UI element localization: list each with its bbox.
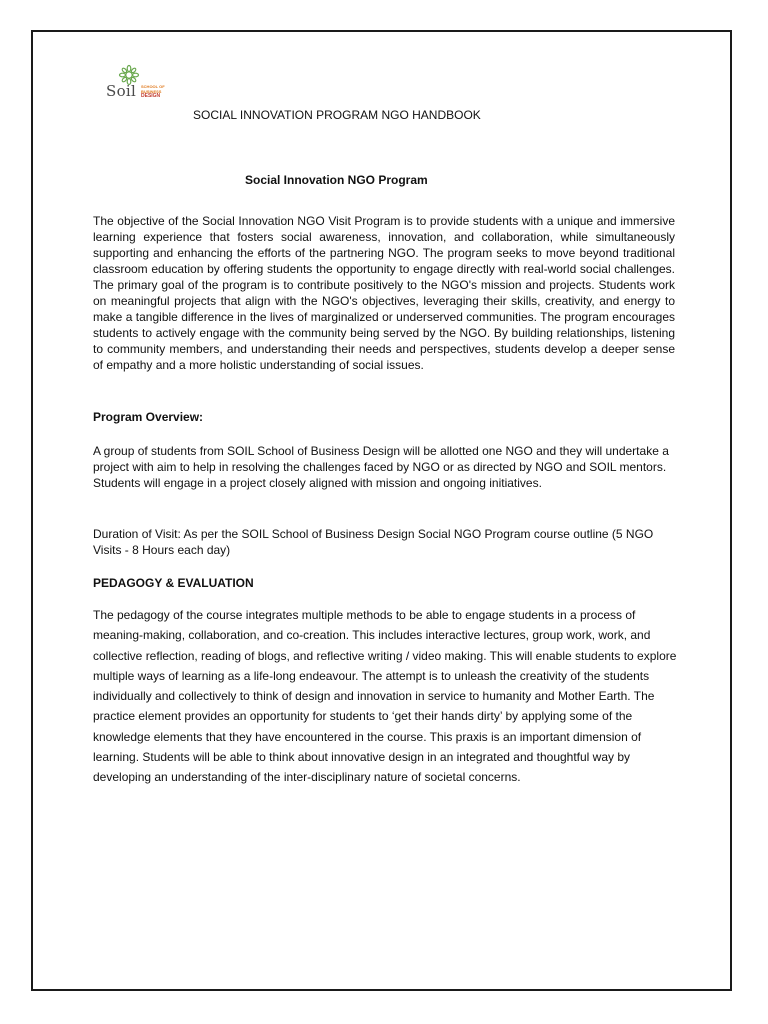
logo-wordmark: Soil: [106, 82, 137, 100]
document-title: Social Innovation NGO Program: [245, 173, 428, 187]
pedagogy-heading: PEDAGOGY & EVALUATION: [93, 576, 254, 590]
intro-paragraph: The objective of the Social Innovation NGO Visit Program is to provide students with a unique and immersive learning experience that fosters social awareness, innovation, and collaboration, while simultaneously supporting and enhancing the efforts of the partnering NGO. The program seeks to move beyond traditional classroom education by offering students the opportunity to engage directly with real-world social challenges. The primary goal of the program is to contribute positively to the NGO's mission and projects. Students work on meaningful projects that align with the NGO's objectives, leveraging their skills, creativity, and energy to make a tangible difference in the lives of marginalized or underserved communities. The program encourages students to actively engage with the community being served by the NGO. By building relationships, listening to community members, and understanding their needs and perspectives, students develop a deeper sense of empathy and a more holistic understanding of social issues.: [93, 214, 675, 372]
pedagogy-paragraph: The pedagogy of the course integrates multiple methods to be able to engage students in a process of meaning-making, collaboration, and co-creation. This includes interactive lectures, group work, work, and collective reflection, reading of blogs, and reflective writing / video making. This will enable students to explore multiple ways of learning as a life-long endeavour. The attempt is to unleash the creativity of the students individually and collectively to think of design and innovation in service to humanity and Mother Earth. The practice element provides an opportunity for students to ‘get their hands dirty’ by applying some of the knowledge elements that they have encountered in the course. This praxis is an important dimension of learning. Students will be able to think about innovative design in an integrated and thoughtful way by developing an understanding of the inter-disciplinary nature of societal concerns.: [93, 608, 677, 785]
logo-sub-line: SCHOOL OF: [141, 84, 165, 89]
handbook-header: SOCIAL INNOVATION PROGRAM NGO HANDBOOK: [193, 108, 481, 122]
logo-sub-line: BUSINESS: [141, 88, 162, 94]
duration-paragraph: Duration of Visit: As per the SOIL School of Business Design Social NGO Program course outline (5 NGO Visits - 8 Hours each day): [93, 527, 654, 557]
overview-heading: Program Overview:: [93, 410, 204, 424]
logo-subtitle: [141, 85, 165, 99]
soil-logo: [106, 64, 165, 100]
overview-paragraph: A group of students from SOIL School of Business Design will be allotted one NGO and they will undertake a project with aim to help in resolving the challenges faced by NGO or as directed by NGO and SOIL mentors. Students will engage in a project closely aligned with mission and ongoing initiatives.: [93, 444, 669, 490]
logo-sub-line: DESIGN: [141, 93, 161, 99]
